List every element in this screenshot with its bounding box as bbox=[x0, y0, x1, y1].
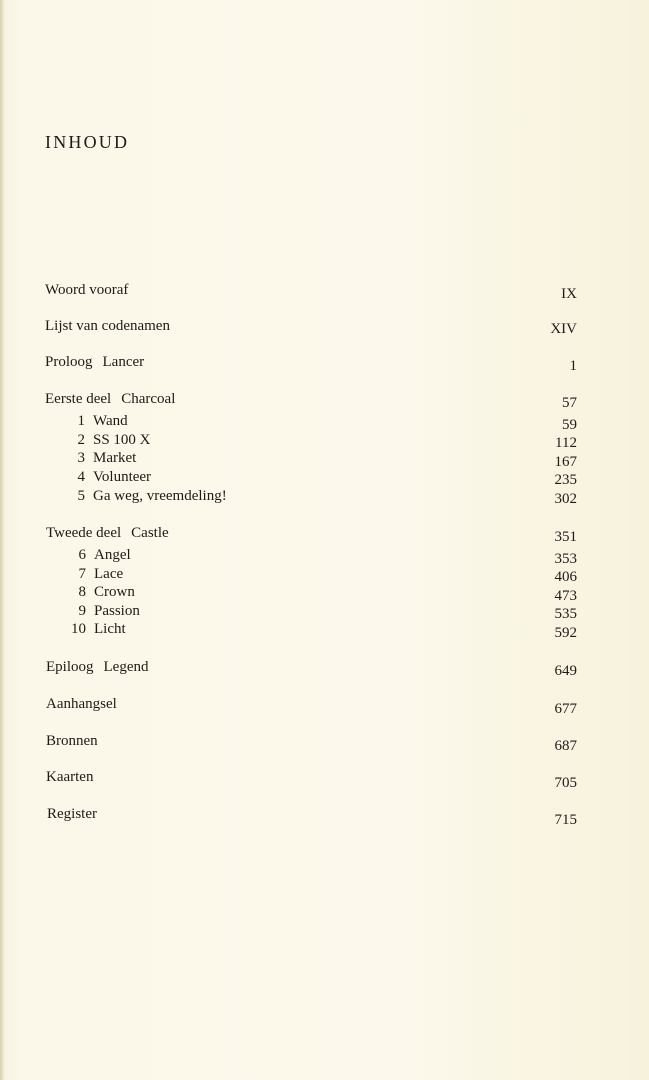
toc-entry-page: XIV bbox=[550, 321, 577, 337]
toc-part-label bbox=[46, 524, 169, 542]
toc-entry-title: Register bbox=[47, 806, 97, 822]
toc-chapter-label bbox=[65, 431, 151, 449]
toc-entry-page: 535 bbox=[554, 606, 577, 622]
toc-chapter-title: Volunteer bbox=[93, 469, 152, 485]
toc-entry-page: 705 bbox=[554, 775, 577, 791]
toc-chapter-title: Market bbox=[93, 450, 137, 466]
toc-entry-label bbox=[46, 695, 117, 713]
toc-chapter-label bbox=[65, 412, 128, 430]
toc-entry-page: 235 bbox=[554, 472, 577, 488]
toc-chapter-number: 8 bbox=[78, 584, 86, 600]
toc-chapter-number: 5 bbox=[77, 488, 85, 504]
toc-chapter-title: Ga weg, vreemdeling! bbox=[93, 488, 227, 504]
toc-entry-title: Lijst van codenamen bbox=[45, 318, 170, 334]
toc-entry-title: Aanhangsel bbox=[46, 696, 117, 712]
toc-chapter-number: 10 bbox=[71, 621, 86, 637]
toc-chapter-label bbox=[66, 602, 140, 620]
toc-part-label bbox=[45, 390, 175, 408]
toc-entry-label bbox=[45, 353, 144, 371]
toc-entry-label bbox=[45, 317, 170, 335]
toc-chapter-title: Crown bbox=[94, 584, 135, 600]
toc-entry-title: Kaarten bbox=[46, 769, 94, 785]
toc-entry-page: 649 bbox=[554, 663, 577, 679]
toc-chapter-number: 1 bbox=[77, 413, 85, 429]
toc-entry-page: 406 bbox=[554, 569, 577, 585]
toc-chapter-title: Angel bbox=[94, 547, 131, 563]
toc-entry-page: 353 bbox=[554, 551, 577, 567]
toc-entry-page: 677 bbox=[554, 701, 577, 717]
toc-chapter-label bbox=[66, 546, 131, 564]
toc-part-title: Tweede deel bbox=[46, 525, 122, 541]
toc-entry-label bbox=[45, 281, 128, 299]
toc-chapter-label bbox=[66, 583, 135, 601]
toc-chapter-number: 4 bbox=[77, 469, 85, 485]
toc-chapter-label bbox=[65, 468, 151, 486]
toc-entry-title: Bronnen bbox=[46, 733, 98, 749]
toc-entry-page: 715 bbox=[554, 812, 577, 828]
toc-entry-page: 687 bbox=[554, 738, 577, 754]
toc-chapter-number: 7 bbox=[78, 566, 86, 582]
toc-chapter-label bbox=[66, 565, 123, 583]
toc-entry-label bbox=[46, 732, 98, 750]
toc-entry-page: 1 bbox=[569, 358, 577, 374]
toc-entry-title: Epiloog bbox=[46, 659, 94, 675]
toc-chapter-number: 2 bbox=[77, 432, 85, 448]
toc-chapter-number: 9 bbox=[78, 603, 86, 619]
toc-entry-page: 351 bbox=[554, 529, 577, 545]
toc-chapter-title: SS 100 X bbox=[93, 432, 151, 448]
toc-entry-label bbox=[46, 768, 93, 786]
toc-entry-codename: Lancer bbox=[102, 354, 145, 370]
toc-entry-page: 57 bbox=[562, 395, 577, 411]
toc-entry-codename: Legend bbox=[103, 659, 149, 675]
toc-entry-title: Proloog bbox=[45, 354, 93, 370]
toc-entry-page: 302 bbox=[554, 491, 577, 507]
page-title: INHOUD bbox=[45, 132, 130, 152]
toc-entry-title: Woord vooraf bbox=[45, 282, 129, 298]
toc-entry-page: 59 bbox=[562, 417, 577, 433]
toc-chapter-title: Lace bbox=[94, 566, 124, 582]
toc-entry-page: 592 bbox=[554, 625, 577, 641]
toc-chapter-label bbox=[65, 487, 227, 505]
toc-chapter-title: Licht bbox=[94, 621, 126, 637]
toc-entry-page: 473 bbox=[554, 588, 577, 604]
toc-entry-page: 112 bbox=[555, 435, 577, 451]
toc-chapter-title: Wand bbox=[93, 413, 128, 429]
toc-chapter-label bbox=[66, 620, 126, 638]
toc-entry-page: IX bbox=[561, 286, 577, 302]
toc-entry-label bbox=[47, 805, 97, 823]
toc-part-title: Eerste deel bbox=[45, 391, 112, 407]
toc-chapter-title: Passion bbox=[94, 603, 140, 619]
toc-entry-label bbox=[46, 658, 148, 676]
toc-chapter-number: 3 bbox=[77, 450, 85, 466]
toc-chapter-label bbox=[65, 449, 136, 467]
toc-entry-page: 167 bbox=[554, 454, 577, 470]
toc-part-codename: Castle bbox=[131, 525, 169, 541]
toc-part-codename: Charcoal bbox=[121, 391, 176, 407]
toc-chapter-number: 6 bbox=[78, 547, 86, 563]
